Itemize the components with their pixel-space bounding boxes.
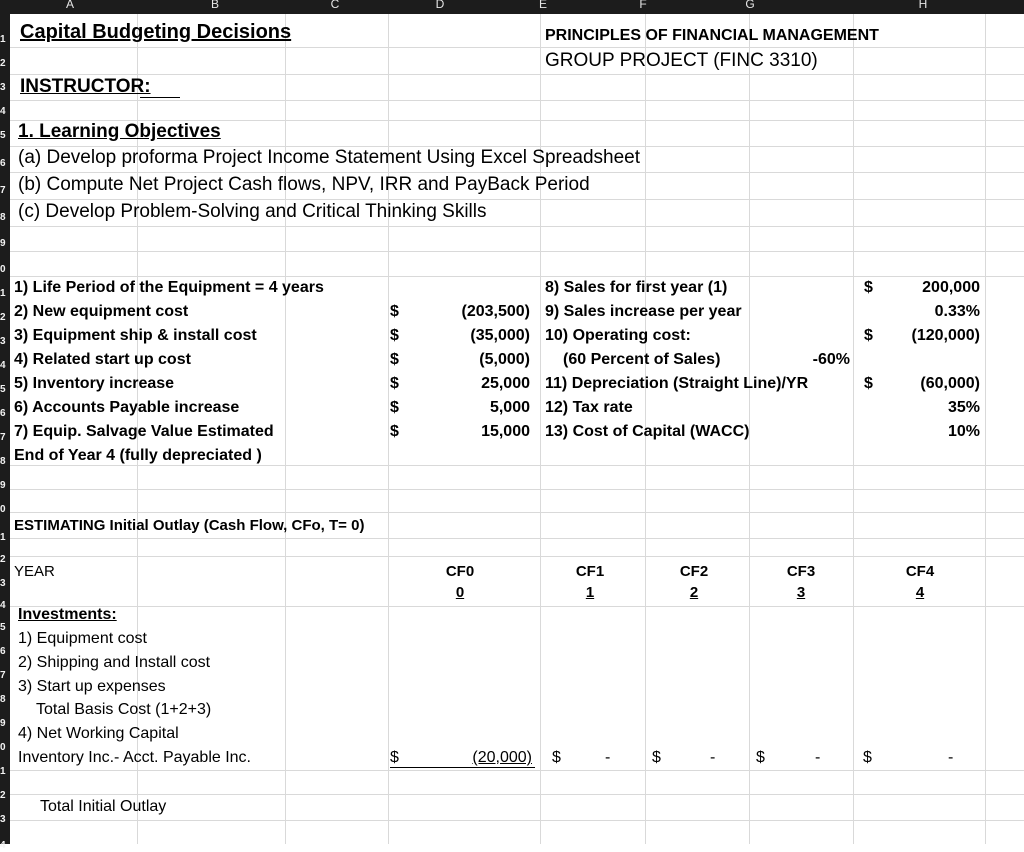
column-header-f[interactable]: F: [639, 0, 647, 11]
cf-label[interactable]: CF4: [905, 563, 935, 580]
assumption-label[interactable]: 10) Operating cost:: [545, 327, 691, 344]
column-header-c[interactable]: C: [330, 0, 340, 11]
column-header-d[interactable]: D: [435, 0, 445, 11]
assumption-label[interactable]: 9) Sales increase per year: [545, 303, 742, 320]
outlay-line[interactable]: 4) Net Working Capital: [18, 725, 179, 742]
row-number[interactable]: 8: [0, 212, 6, 223]
currency-symbol: $: [390, 351, 399, 368]
row-number[interactable]: 7: [0, 670, 6, 681]
cf-dash[interactable]: -: [815, 749, 821, 766]
assumption-label[interactable]: 13) Cost of Capital (WACC): [545, 423, 750, 440]
assumption-value[interactable]: 200,000: [922, 279, 980, 296]
currency-symbol: $: [863, 749, 872, 766]
outlay-line[interactable]: Inventory Inc.- Acct. Payable Inc.: [18, 749, 251, 766]
currency-symbol: $: [756, 749, 765, 766]
assumption-value[interactable]: (203,500): [461, 303, 530, 320]
outlay-line[interactable]: Total Basis Cost (1+2+3): [36, 701, 212, 718]
outlay-line[interactable]: 1) Equipment cost: [18, 630, 147, 647]
objective-item[interactable]: (b) Compute Net Project Cash flows, NPV, IRR and PayBack Period: [18, 174, 590, 195]
row-number[interactable]: 1: [0, 34, 6, 45]
currency-symbol: $: [864, 279, 873, 296]
currency-symbol: $: [390, 303, 399, 320]
row-number[interactable]: 0: [0, 742, 6, 753]
cf-dash[interactable]: -: [948, 749, 954, 766]
row-number[interactable]: 4: [0, 600, 6, 611]
assumption-label[interactable]: 4) Related start up cost: [14, 351, 191, 368]
outlay-line[interactable]: 3) Start up expenses: [18, 678, 166, 695]
assumption-label[interactable]: End of Year 4 (fully depreciated ): [14, 447, 262, 464]
row-number[interactable]: 1: [0, 288, 6, 299]
row-number[interactable]: 5: [0, 384, 6, 395]
row-number[interactable]: 3: [0, 82, 6, 93]
cf-dash[interactable]: -: [605, 749, 611, 766]
currency-symbol: $: [864, 327, 873, 344]
objectives-heading[interactable]: 1. Learning Objectives: [18, 121, 221, 142]
year-label[interactable]: YEAR: [14, 563, 55, 580]
row-number[interactable]: 2: [0, 58, 6, 69]
cf-label[interactable]: CF3: [786, 563, 816, 580]
currency-symbol: $: [864, 375, 873, 392]
currency-symbol: $: [390, 749, 399, 766]
row-number[interactable]: 6: [0, 646, 6, 657]
assumption-value[interactable]: 10%: [947, 423, 980, 440]
row-number[interactable]: 2: [0, 312, 6, 323]
assumption-label[interactable]: 8) Sales for first year (1): [545, 279, 728, 296]
column-header-e[interactable]: E: [538, 0, 547, 11]
assumption-value[interactable]: (5,000): [479, 351, 530, 368]
assumption-value[interactable]: 15,000: [481, 423, 530, 440]
outlay-line[interactable]: 2) Shipping and Install cost: [18, 654, 211, 671]
row-number[interactable]: 6: [0, 408, 6, 419]
assumption-value[interactable]: (60,000): [920, 375, 980, 392]
instructor-underline: [140, 97, 180, 98]
outlay-heading[interactable]: ESTIMATING Initial Outlay (Cash Flow, CFo, T= 0): [14, 517, 365, 534]
currency-symbol: $: [390, 327, 399, 344]
row-number[interactable]: 2: [0, 790, 6, 801]
row-number[interactable]: 9: [0, 238, 6, 249]
cf-year[interactable]: 3: [796, 584, 806, 601]
row-number[interactable]: 8: [0, 694, 6, 705]
row-header-strip: [0, 14, 10, 851]
cf0-value[interactable]: (20,000): [472, 749, 532, 766]
row-number[interactable]: 1: [0, 766, 6, 777]
instructor-label[interactable]: INSTRUCTOR:: [20, 76, 151, 97]
assumption-value[interactable]: 5,000: [489, 399, 530, 416]
assumption-value[interactable]: 0.33%: [934, 303, 980, 320]
objective-item[interactable]: (c) Develop Problem-Solving and Critical Thinking Skills: [18, 201, 487, 222]
row-number[interactable]: 9: [0, 718, 6, 729]
column-header-b[interactable]: B: [210, 0, 219, 11]
row-number[interactable]: 4: [0, 840, 6, 851]
row-number[interactable]: 5: [0, 622, 6, 633]
assumption-value[interactable]: 35%: [947, 399, 980, 416]
sheet-title[interactable]: Capital Budgeting Decisions: [20, 21, 292, 43]
row-number[interactable]: 0: [0, 264, 6, 275]
currency-symbol: $: [390, 375, 399, 392]
row-number[interactable]: 9: [0, 480, 6, 491]
assumption-label[interactable]: 11) Depreciation (Straight Line)/YR: [545, 375, 809, 392]
currency-symbol: $: [390, 399, 399, 416]
course-title[interactable]: PRINCIPLES OF FINANCIAL MANAGEMENT: [545, 27, 879, 44]
cf-label[interactable]: CF1: [575, 563, 605, 580]
column-header-bar: [0, 0, 1024, 14]
currency-symbol: $: [652, 749, 661, 766]
column-header-a[interactable]: A: [65, 0, 74, 11]
investments-label[interactable]: Investments:: [18, 606, 117, 623]
cf-dash[interactable]: -: [710, 749, 716, 766]
cf-year[interactable]: 2: [689, 584, 699, 601]
assumption-value[interactable]: (35,000): [470, 327, 530, 344]
row-number[interactable]: 5: [0, 130, 6, 141]
total-outlay-label[interactable]: Total Initial Outlay: [40, 798, 167, 815]
row-number[interactable]: 7: [0, 432, 6, 443]
cf-year[interactable]: 1: [585, 584, 595, 601]
column-header-h[interactable]: H: [918, 0, 928, 11]
row-number[interactable]: 6: [0, 158, 6, 169]
cf-label[interactable]: CF0: [445, 563, 475, 580]
row-number[interactable]: 4: [0, 360, 6, 371]
course-subtitle[interactable]: GROUP PROJECT (FINC 3310): [545, 50, 818, 71]
assumption-label[interactable]: 12) Tax rate: [545, 399, 633, 416]
currency-symbol: $: [390, 423, 399, 440]
assumption-label[interactable]: 1) Life Period of the Equipment = 4 years: [14, 279, 324, 296]
cf-year[interactable]: 4: [915, 584, 925, 601]
assumption-label[interactable]: (60 Percent of Sales): [563, 351, 721, 368]
cf-label[interactable]: CF2: [679, 563, 709, 580]
row-number[interactable]: 3: [0, 336, 6, 347]
row-number[interactable]: 4: [0, 106, 6, 117]
row-number[interactable]: 1: [0, 532, 6, 543]
row-number[interactable]: 3: [0, 814, 6, 825]
row-number[interactable]: 2: [0, 554, 6, 565]
assumption-label[interactable]: 5) Inventory increase: [14, 375, 175, 392]
assumption-value[interactable]: 25,000: [481, 375, 530, 392]
currency-symbol: $: [552, 749, 561, 766]
assumption-label[interactable]: 6) Accounts Payable increase: [14, 399, 240, 416]
column-header-g[interactable]: G: [745, 0, 755, 11]
assumption-label[interactable]: 7) Equip. Salvage Value Estimated: [14, 423, 274, 440]
row-number[interactable]: 8: [0, 456, 6, 467]
assumption-label[interactable]: 2) New equipment cost: [14, 303, 189, 320]
assumption-value[interactable]: (120,000): [911, 327, 980, 344]
objective-item[interactable]: (a) Develop proforma Project Income Statement Using Excel Spreadsheet: [18, 147, 641, 168]
cf-year[interactable]: 0: [455, 584, 465, 601]
row-number[interactable]: 7: [0, 185, 6, 196]
assumption-percent[interactable]: -60%: [812, 351, 850, 368]
assumption-label[interactable]: 3) Equipment ship & install cost: [14, 327, 257, 344]
row-number[interactable]: 3: [0, 578, 6, 589]
row-number[interactable]: 0: [0, 504, 6, 515]
